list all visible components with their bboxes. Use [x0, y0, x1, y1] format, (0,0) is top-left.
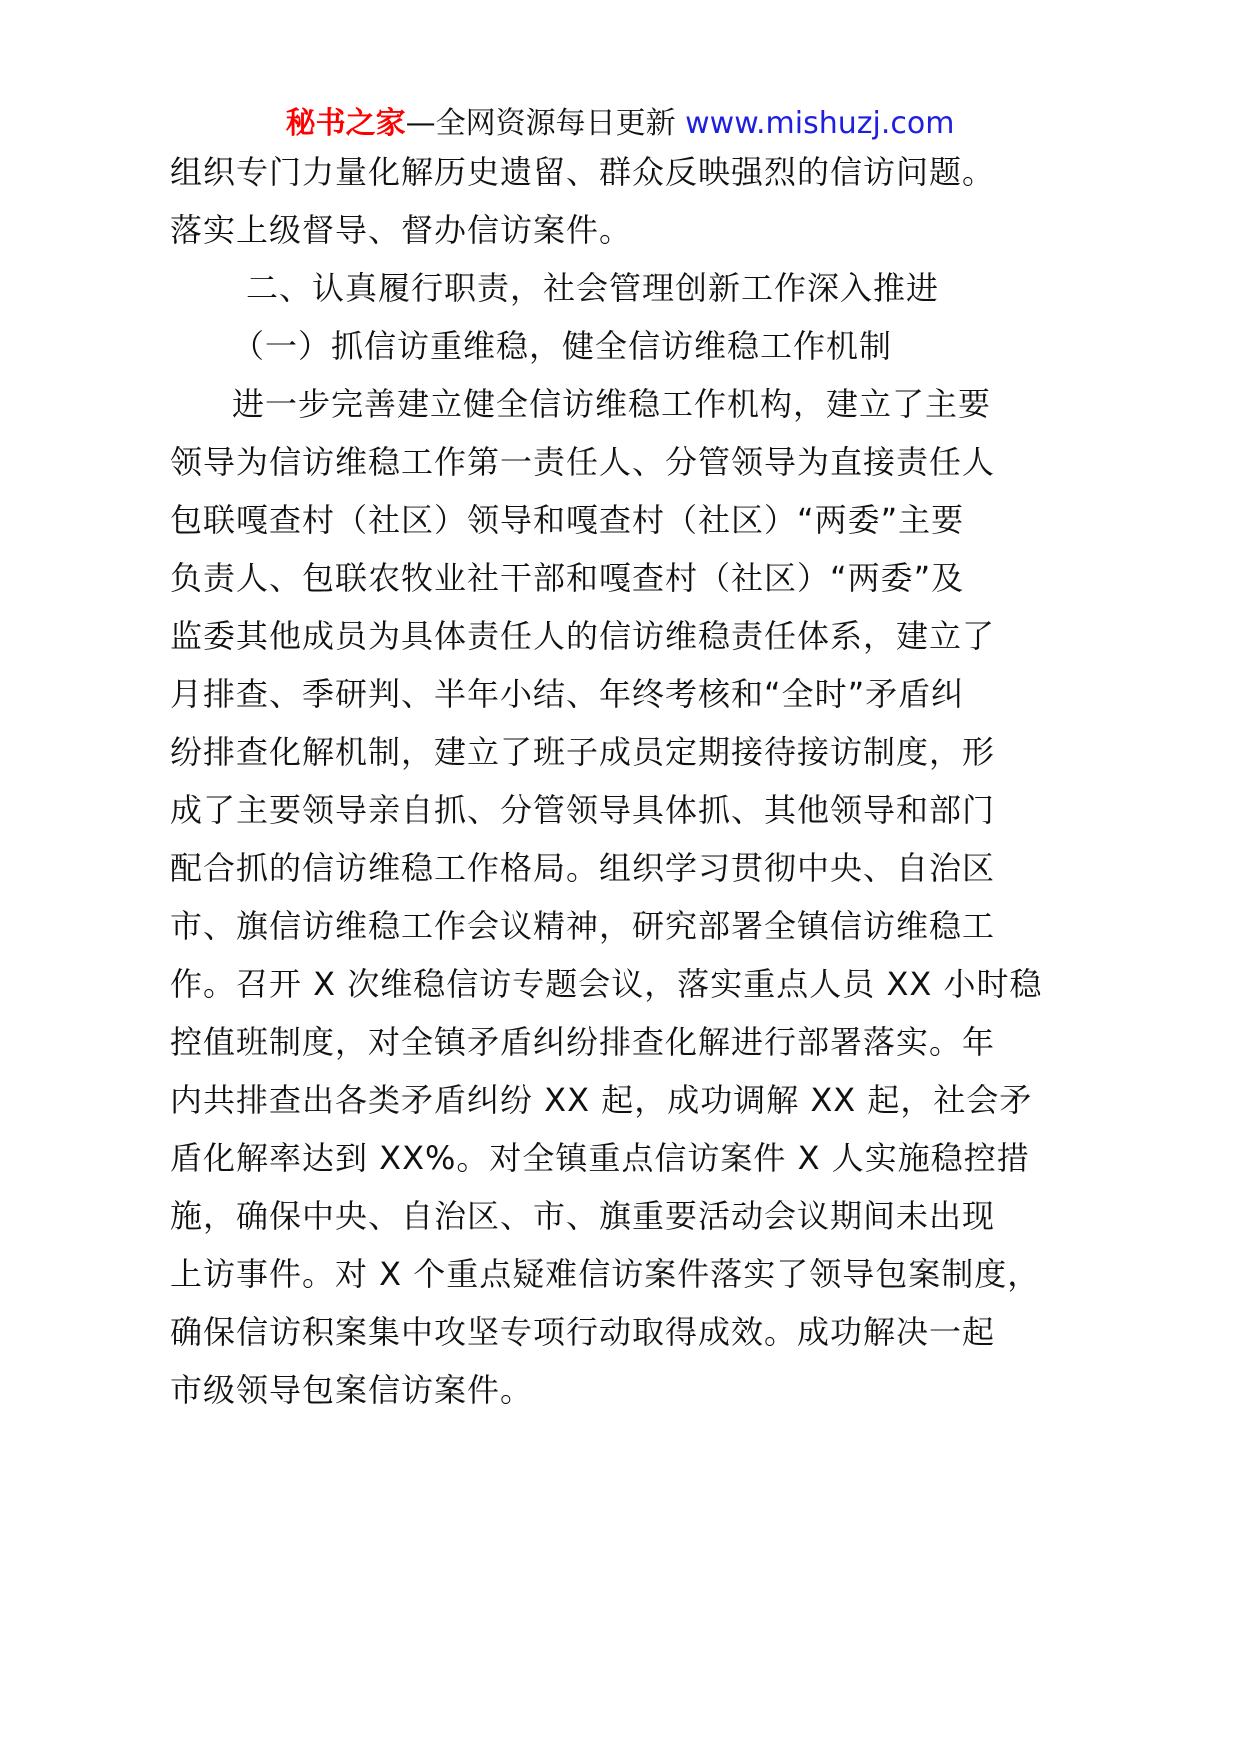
text-line-content: 监委其他成员为具体责任人的信访维稳责任体系，建立了 [170, 617, 996, 655]
text-line-content: 进一步完善建立健全信访维稳工作机构，建立了主要 [232, 385, 992, 423]
text-line-content: 负责人、包联农牧业社干部和嘎查村（社区）“两委”及 [170, 559, 965, 597]
text-line-content: 内共排查出各类矛盾纠纷 XX 起，成功调解 XX 起，社会矛 [170, 1081, 1033, 1119]
text-line-content: 包联嘎查村（社区）领导和嘎查村（社区）“两委”主要 [170, 501, 965, 539]
text-line-content: 施，确保中央、自治区、市、旗重要活动会议期间未出现 [170, 1197, 996, 1235]
text-line-content: 落实上级督导、督办信访案件。 [170, 211, 633, 249]
text-line-content: 纷排查化解机制，建立了班子成员定期接待接访制度，形 [170, 733, 996, 771]
text-line-content: 市级领导包案信访案件。 [170, 1371, 534, 1409]
text-line-content: 作。召开 X 次维稳信访专题会议，落实重点人员 XX 小时稳 [170, 965, 1043, 1003]
text-line-content: 配合抓的信访维稳工作格局。组织学习贯彻中央、自治区 [170, 849, 996, 887]
text-line-content: 成了主要领导亲自抓、分管领导具体抓、其他领导和部门 [170, 791, 996, 829]
text-line-content: 月排查、季研判、半年小结、年终考核和“全时”矛盾纠 [170, 675, 965, 713]
subsection-heading-text: （一）抓信访重维稳，健全信访维稳工作机制 [232, 327, 893, 365]
site-url-link[interactable]: www.mishuzj.com [685, 106, 955, 141]
site-brand: 秘书之家 [285, 106, 406, 141]
text-line-content: 盾化解率达到 XX%。对全镇重点信访案件 X 人实施稳控措 [170, 1139, 1030, 1177]
text-line-content: 领导为信访维稳工作第一责任人、分管领导为直接责任人 [170, 443, 996, 481]
section-heading-text: 二、认真履行职责，社会管理创新工作深入推进 [246, 269, 940, 307]
site-slogan: —全网资源每日更新 [405, 106, 676, 141]
text-line-content: 控值班制度，对全镇矛盾纠纷排查化解进行部署落实。年 [170, 1023, 996, 1061]
text-line-content: 市、旗信访维稳工作会议精神，研究部署全镇信访维稳工 [170, 907, 996, 945]
site-header [0, 104, 1240, 144]
text-line-content: 确保信访积案集中攻坚专项行动取得成效。成功解决一起 [170, 1313, 996, 1351]
text-line-content: 上访事件。对 X 个重点疑难信访案件落实了领导包案制度， [170, 1255, 1041, 1293]
text-line-content: 组织专门力量化解历史遗留、群众反映强烈的信访问题。 [170, 153, 996, 191]
